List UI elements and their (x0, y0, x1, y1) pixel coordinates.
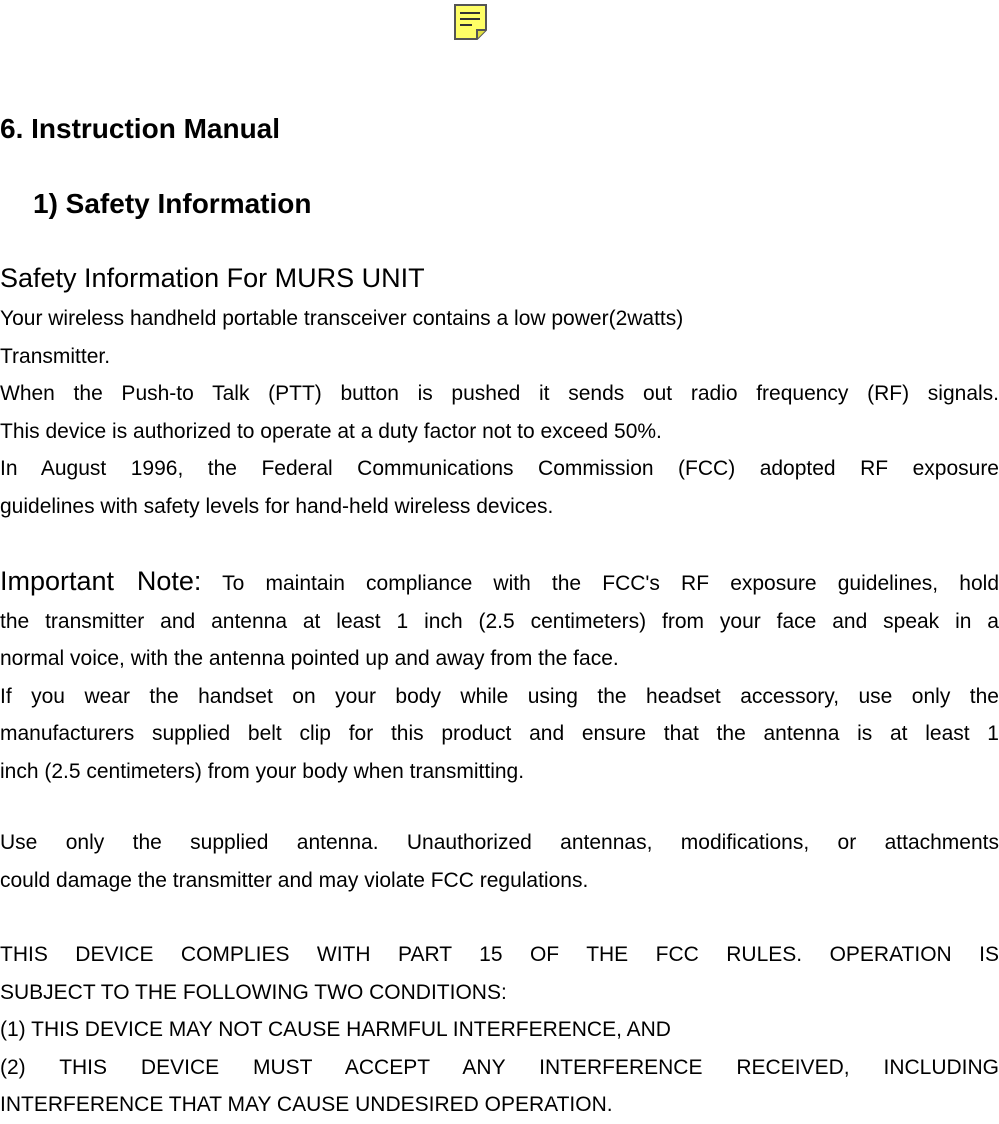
text-line: Your wireless handheld portable transceiver contains a low power(2watts) (0, 307, 684, 330)
text-line: manufacturers supplied belt clip for this product and ensure that the antenna is at least 1 (0, 722, 999, 745)
paragraph-transmitter-info (0, 300, 999, 525)
text-line: THIS DEVICE COMPLIES WITH PART 15 OF THE FCC RULES. OPERATION IS (0, 943, 999, 966)
important-note-text: To maintain compliance with the FCC's RF exposure guidelines, hold (201, 572, 999, 595)
text-line: inch (2.5 centimeters) from your body when transmitting. (0, 759, 525, 783)
text-line: the transmitter and antenna at least 1 inch (2.5 centimeters) from your face and speak in a (0, 609, 999, 633)
sticky-note-icon[interactable] (450, 2, 490, 42)
manual-title: 6. Instruction Manual (0, 113, 281, 144)
text-line: INTERFERENCE THAT MAY CAUSE UNDESIRED OPERATION. (0, 1093, 613, 1116)
text-line (0, 563, 999, 603)
text-line: When the Push-to Talk (PTT) button is pushed it sends out radio frequency (RF) signals. (0, 382, 999, 405)
text-line: Transmitter. (0, 344, 111, 368)
paragraph-fcc-compliance (0, 936, 999, 1124)
text-line: guidelines with safety levels for hand-held wireless devices. (0, 494, 554, 518)
subsection-title: Safety Information For MURS UNIT (0, 263, 425, 293)
text-line: (1) THIS DEVICE MAY NOT CAUSE HARMFUL INTERFERENCE, AND (0, 1018, 671, 1041)
text-line: In August 1996, the Federal Communications Commission (FCC) adopted RF exposure (0, 457, 999, 480)
important-note-label: Important Note: (0, 566, 202, 596)
text-line: normal voice, with the antenna pointed up and away from the face. (0, 647, 619, 670)
paragraph-antenna-warning (0, 824, 999, 899)
text-line: Use only the supplied antenna. Unauthorized antennas, modifications, or attachments (0, 831, 999, 854)
text-line: SUBJECT TO THE FOLLOWING TWO CONDITIONS: (0, 980, 507, 1004)
text-line: could damage the transmitter and may violate FCC regulations. (0, 868, 589, 892)
text-line: This device is authorized to operate at a duty factor not to exceed 50%. (0, 419, 662, 443)
text-line: If you wear the handset on your body while using the headset accessory, use only the (0, 684, 999, 708)
text-line: (2) THIS DEVICE MUST ACCEPT ANY INTERFERENCE RECEIVED, INCLUDING (0, 1055, 999, 1079)
paragraph-important-note (0, 563, 999, 790)
section-title: 1) Safety Information (33, 188, 312, 219)
